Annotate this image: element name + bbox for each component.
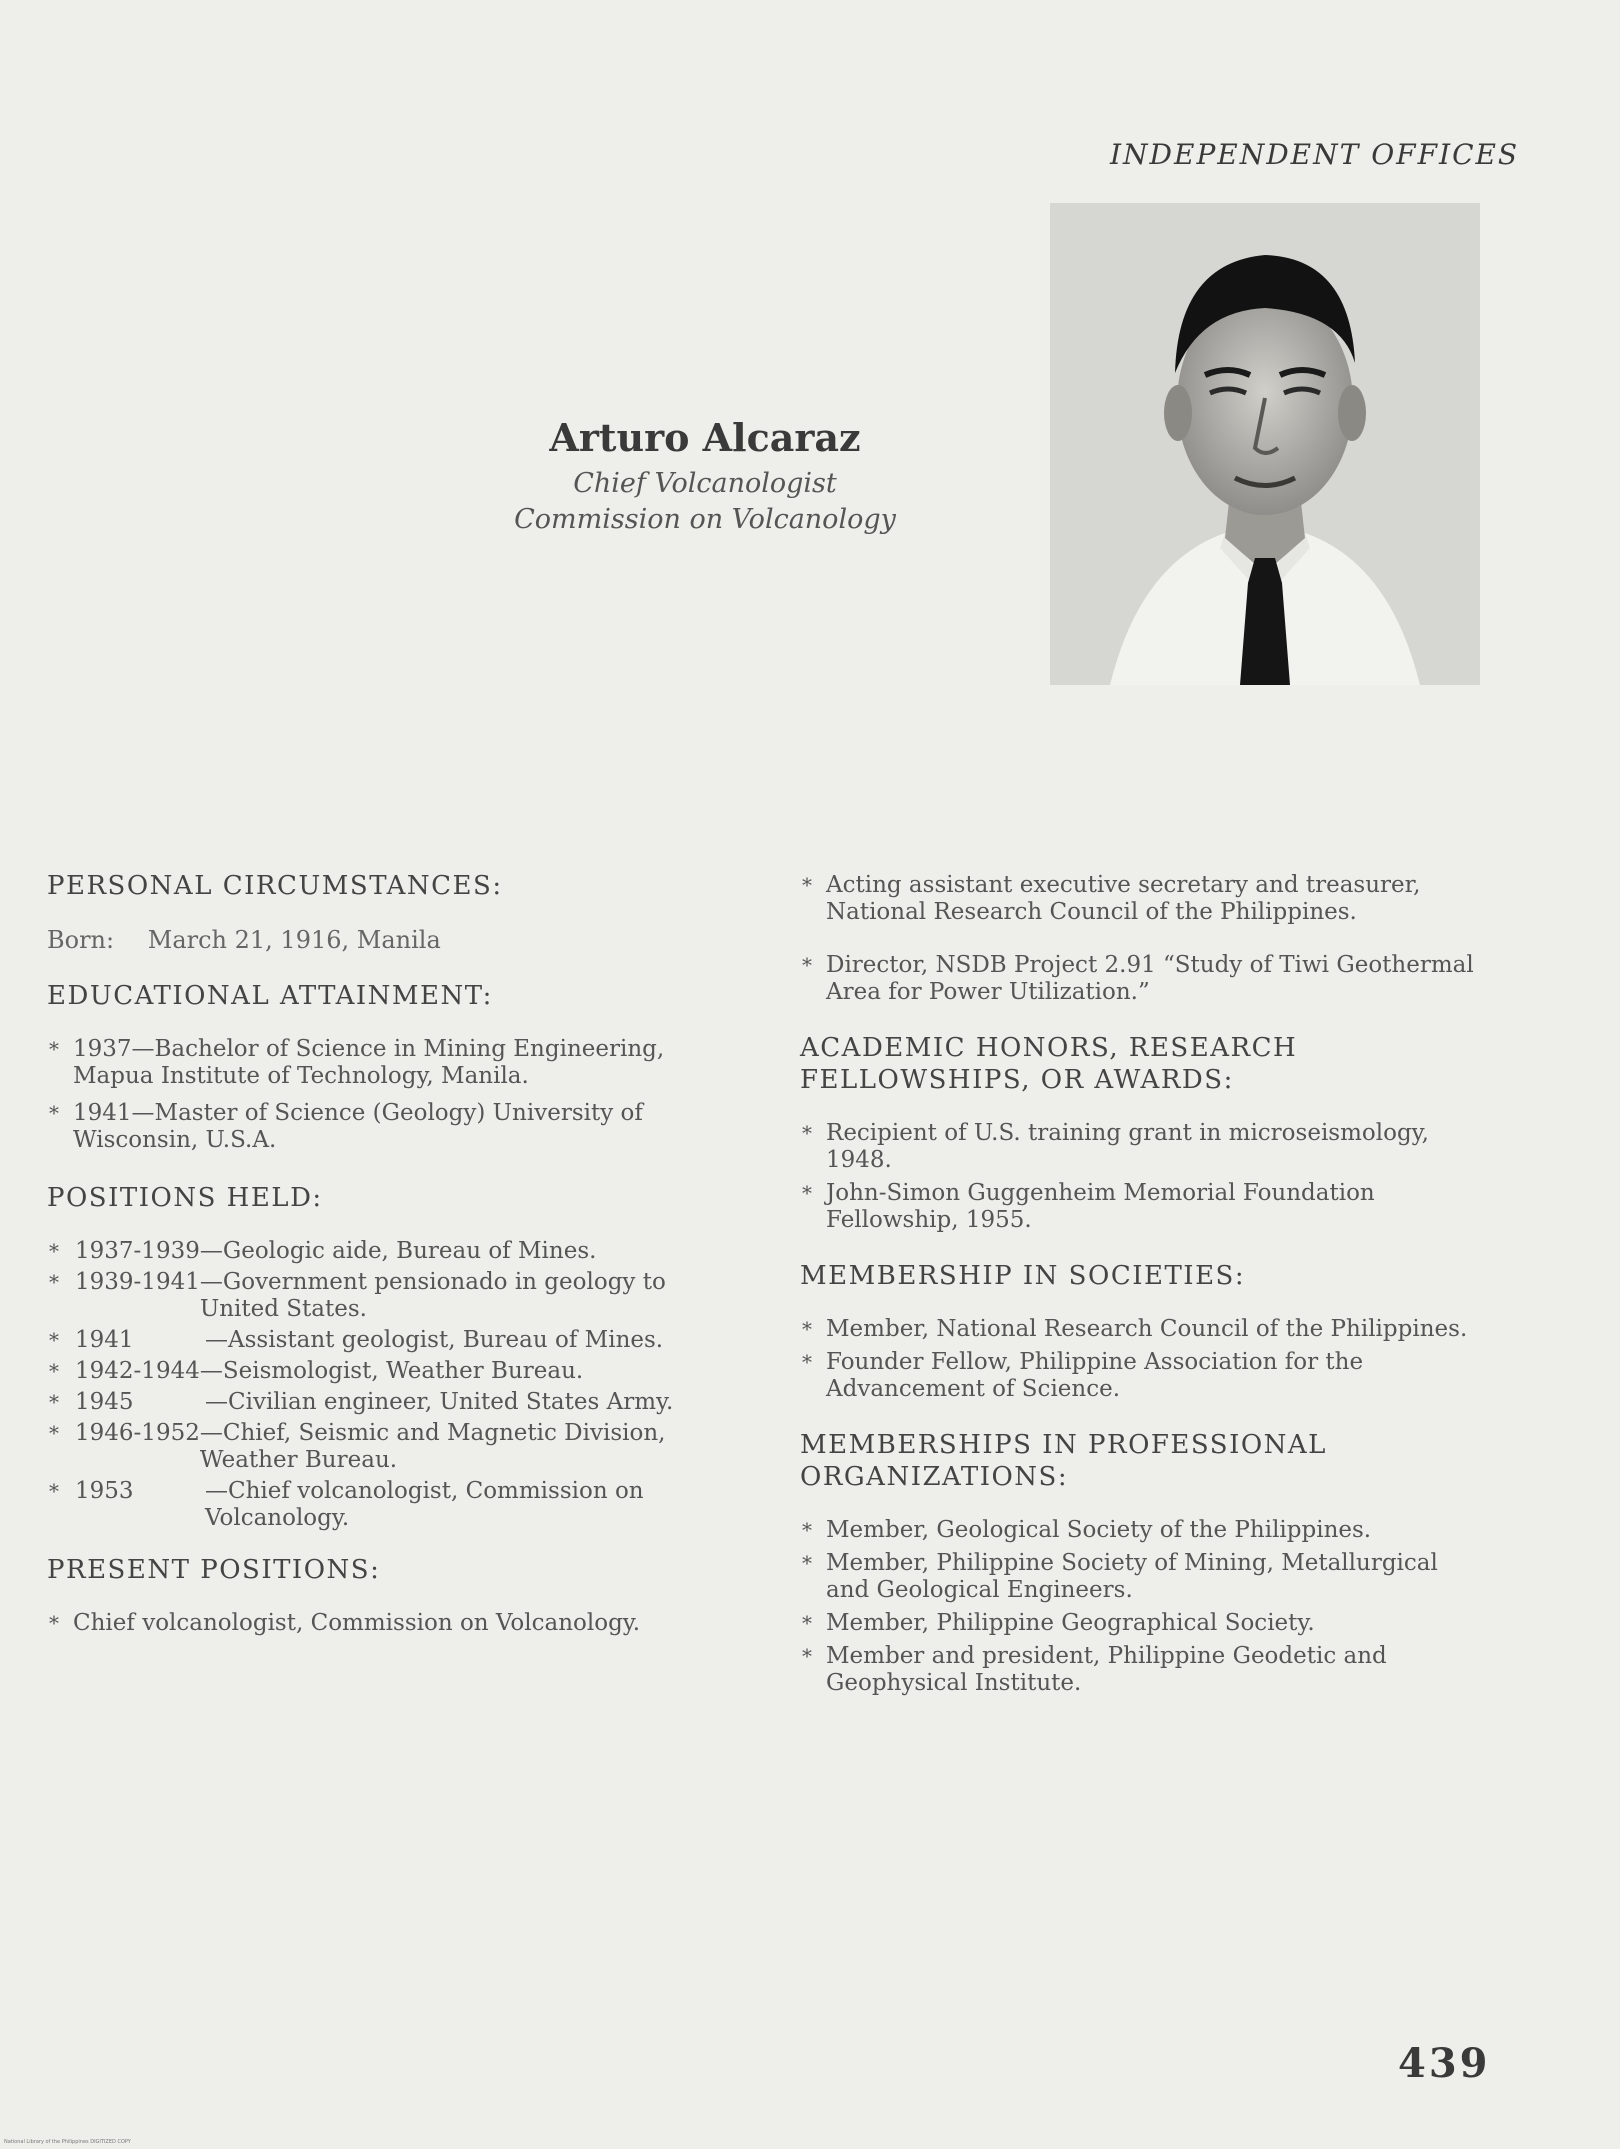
born-line bbox=[47, 926, 737, 954]
bullet-icon: * bbox=[802, 1121, 812, 1145]
society-item: * Founder Fellow, Philippine Association for the Advancement of Science. bbox=[802, 1349, 1364, 1402]
present-position-item: * Chief volcanologist, Commission on Volcanology. bbox=[49, 1610, 641, 1636]
position-row: * 1945 —Civilian engineer, United States Army. bbox=[49, 1389, 674, 1415]
positions-held-heading: POSITIONS HELD: bbox=[47, 1183, 323, 1213]
bullet-icon: * bbox=[49, 1270, 59, 1294]
societies-heading: MEMBERSHIP IN SOCIETIES: bbox=[800, 1261, 1246, 1291]
left-column bbox=[47, 870, 737, 1647]
positions-list bbox=[47, 1238, 737, 1532]
bullet-icon: * bbox=[49, 1328, 59, 1352]
honor-item: * John-Simon Guggenheim Memorial Foundation Fellowship, 1955. bbox=[802, 1180, 1375, 1233]
professional-item: * Member and president, Philippine Geodetic and Geophysical Institute. bbox=[802, 1643, 1387, 1696]
education-item: * 1941—Master of Science (Geology) University of Wisconsin, U.S.A. bbox=[49, 1100, 643, 1153]
bullet-icon: * bbox=[49, 1037, 59, 1061]
present-position-item: * Director, NSDB Project 2.91 “Study of Tiwi Geothermal Area for Power Utilization.” bbox=[802, 952, 1474, 1005]
scan-footer-note: National Library of the Philippines DIGITIZED COPY bbox=[4, 2139, 131, 2145]
bullet-icon: * bbox=[802, 1518, 812, 1542]
position-row: * 1942-1944 —Seismologist, Weather Bureau. bbox=[49, 1358, 584, 1384]
professional-item: * Member, Philippine Geographical Society. bbox=[802, 1610, 1315, 1636]
born-value: March 21, 1916, Manila bbox=[147, 926, 441, 954]
section-label: INDEPENDENT OFFICES bbox=[1110, 138, 1520, 171]
society-item: * Member, National Research Council of the Philippines. bbox=[802, 1316, 1468, 1342]
portrait-photo bbox=[1050, 203, 1480, 685]
bullet-icon: * bbox=[802, 1181, 812, 1205]
born-label: Born: bbox=[47, 926, 115, 954]
present-positions-heading: PRESENT POSITIONS: bbox=[47, 1555, 381, 1585]
person-office: Commission on Volcanology bbox=[514, 504, 896, 535]
bullet-icon: * bbox=[49, 1359, 59, 1383]
page-number: 439 bbox=[1398, 2040, 1491, 2087]
honor-item: * Recipient of U.S. training grant in microseismology, 1948. bbox=[802, 1120, 1429, 1173]
honors-heading: ACADEMIC HONORS, RESEARCH FELLOWSHIPS, OR AWARDS: bbox=[800, 1033, 1298, 1095]
bullet-icon: * bbox=[49, 1390, 59, 1414]
bullet-icon: * bbox=[49, 1611, 59, 1635]
professional-item: * Member, Philippine Society of Mining, Metallurgical and Geological Engineers. bbox=[802, 1550, 1438, 1603]
person-name: Arturo Alcaraz bbox=[549, 415, 861, 460]
education-item: * 1937—Bachelor of Science in Mining Engineering, Mapua Institute of Technology, Manila. bbox=[49, 1036, 665, 1089]
bullet-icon: * bbox=[802, 1611, 812, 1635]
professional-heading: MEMBERSHIPS IN PROFESSIONAL ORGANIZATIONS: bbox=[800, 1430, 1327, 1492]
right-column bbox=[800, 872, 1480, 1703]
position-row: * 1946-1952 —Chief, Seismic and Magnetic Division, Weather Bureau. bbox=[49, 1420, 666, 1473]
bullet-icon: * bbox=[802, 1551, 812, 1575]
bullet-icon: * bbox=[802, 873, 812, 897]
bullet-icon: * bbox=[802, 1350, 812, 1374]
bullet-icon: * bbox=[49, 1479, 59, 1503]
bullet-icon: * bbox=[802, 953, 812, 977]
education-heading: EDUCATIONAL ATTAINMENT: bbox=[47, 981, 493, 1011]
present-position-item: * Acting assistant executive secretary and treasurer, National Research Council of the Philippines. bbox=[802, 872, 1421, 925]
position-row: * 1939-1941 —Government pensionado in geology to United States. bbox=[49, 1269, 666, 1322]
position-row: * 1937-1939 —Geologic aide, Bureau of Mines. bbox=[49, 1238, 597, 1264]
bullet-icon: * bbox=[802, 1644, 812, 1668]
person-title: Chief Volcanologist bbox=[573, 468, 837, 499]
position-row: * 1941 —Assistant geologist, Bureau of Mines. bbox=[49, 1327, 664, 1353]
bullet-icon: * bbox=[49, 1101, 59, 1125]
bullet-icon: * bbox=[49, 1421, 59, 1445]
professional-item: * Member, Geological Society of the Philippines. bbox=[802, 1517, 1372, 1543]
bullet-icon: * bbox=[802, 1317, 812, 1341]
position-row: * 1953 —Chief volcanologist, Commission on Volcanology. bbox=[49, 1478, 644, 1531]
personal-heading: PERSONAL CIRCUMSTANCES: bbox=[47, 871, 503, 901]
bullet-icon: * bbox=[49, 1239, 59, 1263]
